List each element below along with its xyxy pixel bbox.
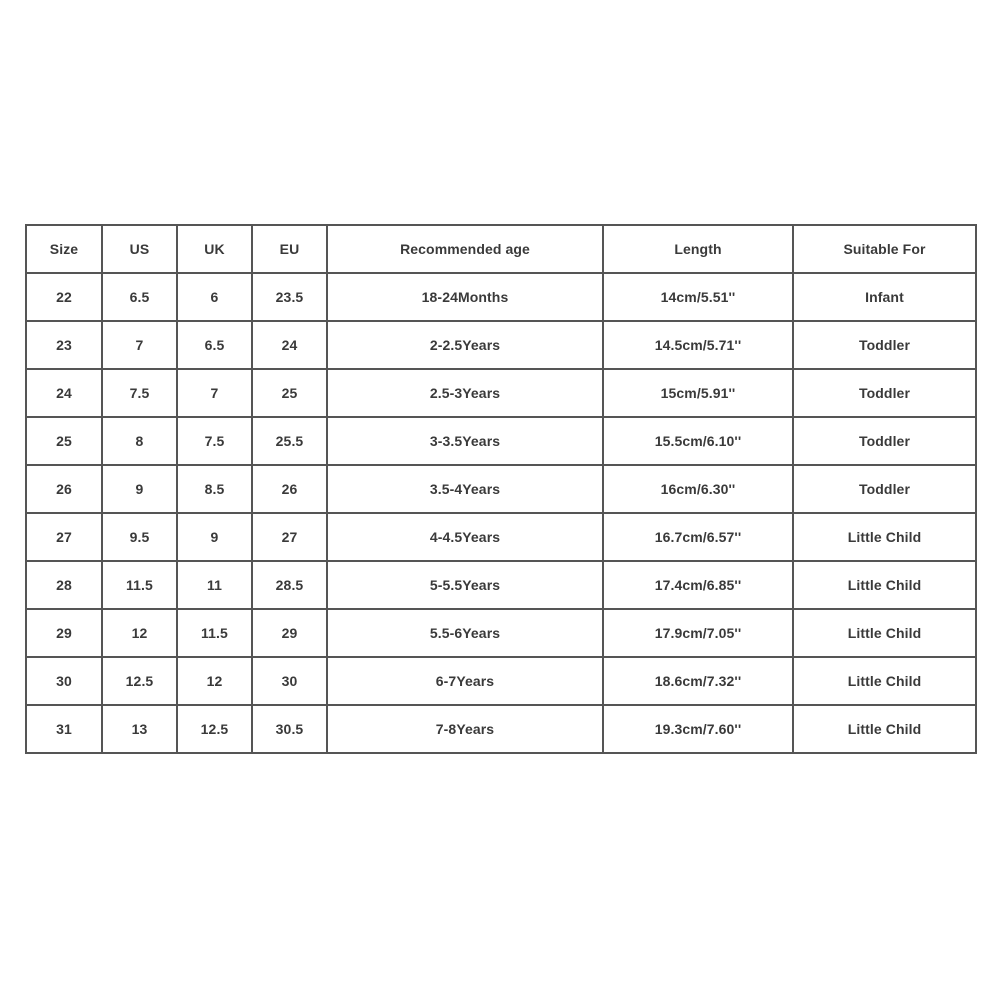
cell-size: 23 [26,321,102,369]
cell-us: 8 [102,417,177,465]
table-row [26,321,976,369]
cell-suitable-for: Little Child [793,609,976,657]
cell-length: 15.5cm/6.10'' [603,417,793,465]
cell-recommended-age: 5-5.5Years [327,561,603,609]
cell-suitable-for: Little Child [793,657,976,705]
cell-suitable-for: Little Child [793,513,976,561]
cell-suitable-for: Little Child [793,561,976,609]
table-row [26,465,976,513]
table-row [26,513,976,561]
cell-eu: 23.5 [252,273,327,321]
header-eu: EU [252,225,327,273]
header-length: Length [603,225,793,273]
table-row [26,705,976,753]
cell-us: 6.5 [102,273,177,321]
cell-suitable-for: Toddler [793,321,976,369]
cell-us: 9 [102,465,177,513]
cell-length: 14cm/5.51'' [603,273,793,321]
cell-us: 12 [102,609,177,657]
cell-suitable-for: Toddler [793,369,976,417]
cell-recommended-age: 3.5-4Years [327,465,603,513]
cell-length: 17.4cm/6.85'' [603,561,793,609]
cell-uk: 12.5 [177,705,252,753]
cell-size: 24 [26,369,102,417]
cell-us: 13 [102,705,177,753]
cell-length: 16.7cm/6.57'' [603,513,793,561]
cell-us: 11.5 [102,561,177,609]
cell-eu: 25.5 [252,417,327,465]
cell-size: 27 [26,513,102,561]
table-row [26,657,976,705]
cell-eu: 28.5 [252,561,327,609]
table-row [26,273,976,321]
cell-length: 15cm/5.91'' [603,369,793,417]
cell-suitable-for: Infant [793,273,976,321]
cell-length: 18.6cm/7.32'' [603,657,793,705]
cell-us: 9.5 [102,513,177,561]
cell-us: 12.5 [102,657,177,705]
cell-us: 7.5 [102,369,177,417]
cell-uk: 7.5 [177,417,252,465]
cell-eu: 27 [252,513,327,561]
header-recommended-age: Recommended age [327,225,603,273]
cell-length: 19.3cm/7.60'' [603,705,793,753]
cell-uk: 11 [177,561,252,609]
cell-uk: 6 [177,273,252,321]
header-uk: UK [177,225,252,273]
cell-recommended-age: 2.5-3Years [327,369,603,417]
cell-recommended-age: 7-8Years [327,705,603,753]
cell-length: 17.9cm/7.05'' [603,609,793,657]
cell-recommended-age: 3-3.5Years [327,417,603,465]
cell-size: 28 [26,561,102,609]
table-row [26,561,976,609]
cell-eu: 25 [252,369,327,417]
cell-recommended-age: 2-2.5Years [327,321,603,369]
cell-recommended-age: 5.5-6Years [327,609,603,657]
cell-eu: 26 [252,465,327,513]
cell-size: 26 [26,465,102,513]
cell-recommended-age: 4-4.5Years [327,513,603,561]
table-body [26,273,976,753]
table-row [26,369,976,417]
table-header-row [26,225,976,273]
cell-recommended-age: 6-7Years [327,657,603,705]
table-row [26,609,976,657]
header-us: US [102,225,177,273]
cell-suitable-for: Little Child [793,705,976,753]
cell-eu: 30 [252,657,327,705]
table-row [26,417,976,465]
cell-recommended-age: 18-24Months [327,273,603,321]
cell-suitable-for: Toddler [793,417,976,465]
cell-eu: 30.5 [252,705,327,753]
cell-size: 31 [26,705,102,753]
cell-us: 7 [102,321,177,369]
cell-uk: 12 [177,657,252,705]
cell-uk: 7 [177,369,252,417]
cell-length: 14.5cm/5.71'' [603,321,793,369]
cell-uk: 8.5 [177,465,252,513]
cell-size: 30 [26,657,102,705]
cell-suitable-for: Toddler [793,465,976,513]
header-suitable-for: Suitable For [793,225,976,273]
cell-eu: 24 [252,321,327,369]
cell-eu: 29 [252,609,327,657]
header-size: Size [26,225,102,273]
cell-size: 29 [26,609,102,657]
cell-size: 22 [26,273,102,321]
cell-uk: 9 [177,513,252,561]
cell-size: 25 [26,417,102,465]
cell-length: 16cm/6.30'' [603,465,793,513]
cell-uk: 6.5 [177,321,252,369]
cell-uk: 11.5 [177,609,252,657]
size-chart-table [25,224,977,754]
